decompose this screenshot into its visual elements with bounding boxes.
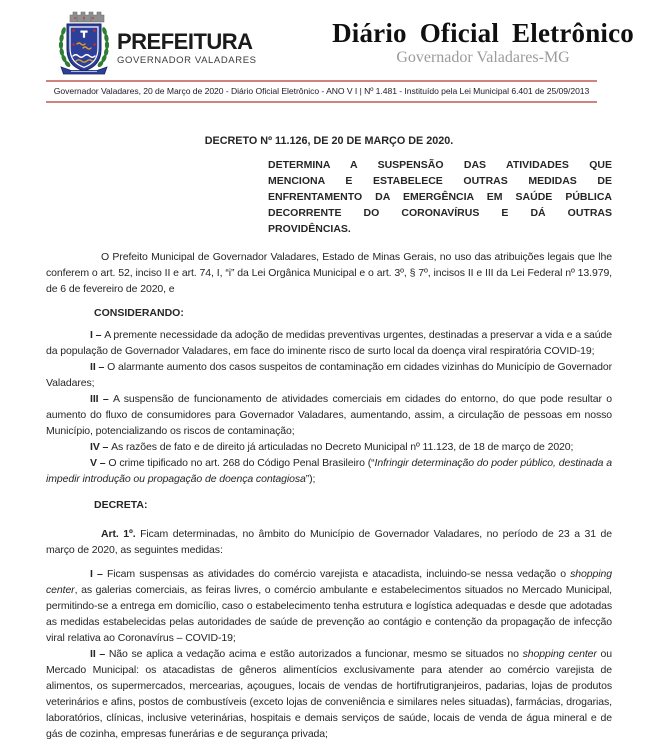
considerando-item-3 (46, 391, 612, 439)
considerando-item-1 (46, 327, 612, 359)
item-marker: V – (90, 457, 109, 469)
item-term-italic: shopping center (46, 568, 612, 596)
item-text: A premente necessidade da adoção de medidas preventivas urgentes, destinadas a preservar a vida e a saúde da população de Governador Valadares, em face do iminente risco de surto local da doença viral respiratória COVID-19; (46, 329, 612, 357)
item-text: As razões de fato e de direito já articuladas no Decreto Municipal nº 11.123, de 18 de março de 2020; (111, 441, 574, 453)
decree-document (0, 103, 646, 742)
item-text: A suspensão de funcionamento de atividades comerciais em cidades do entorno, do que pode resultar o aumento do fluxo de consumidores para Governador Valadares, aumentando, assim, a circulação de pessoas em nosso Município, potencializando os riscos de contaminação; (46, 393, 613, 437)
item-text: ou Mercado Municipal: os atacadistas de gêneros alimentícios exclusivamente para atender ao comércio varejista de alimentos, os supermercados, mercearias, açougues, locais de vendas de hortifrutigranjeiros, padarias, lojas de produtos veterinários e afins, postos de combustíveis (exceto lojas de conveniência e similares neles situadas), farmácias, drogarias, laboratórios, clínicas, inclusive veterinárias, hospitais e demais serviços de saúde, locais de venda de água mineral e de gás de cozinha, empresas funerárias e de segurança privada; (46, 648, 612, 740)
item-text: Ficam suspensas as atividades do comércio varejista e atacadista, incluindo-se nessa vedação o (106, 568, 571, 580)
brand-text (117, 28, 257, 66)
masthead-edition-line: Governador Valadares, 20 de Março de 2020 - Diário Oficial Eletrônico - ANO V I | Nº 1.481 - Instituído pela Lei Municipal 6.401 de 25/09/2013 (53, 86, 590, 96)
coat-of-arms-icon (57, 10, 111, 76)
measure-item-1 (46, 566, 612, 646)
item-marker: II – (90, 361, 108, 373)
prefeitura-wordmark: PREFEITURA (117, 28, 253, 54)
article-marker: Art. 1º. (101, 528, 136, 540)
measure-item-2 (46, 646, 612, 742)
decree-preamble: O Prefeito Municipal de Governador Valadares, Estado de Minas Gerais, no uso das atribuições legais que lhe conferem o art. 52, inciso II e art. 74, I, “i” da Lei Orgânica Municipal e o art. 3º, § 7º, incisos II e III da Lei Federal nº 13.979, de 6 de fevereiro de 2020, e (46, 251, 612, 295)
item-marker: II – (90, 648, 109, 660)
item-term-italic: shopping center (522, 648, 597, 660)
article-text: Ficam determinadas, no âmbito do Município de Governador Valadares, no período de 23 a 31 de março de 2020, as seguintes medidas: (46, 528, 612, 556)
decree-title: DECRETO Nº 11.126, DE 20 DE MARÇO DE 2020. (204, 135, 454, 147)
item-text: O alarmante aumento dos casos suspeitos de contaminação em cidades vizinhas do Município de Governador Valadares; (46, 361, 612, 389)
prefeitura-city-label: GOVERNADOR VALADARES (117, 54, 257, 66)
article-1 (46, 526, 612, 558)
considerando-heading: CONSIDERANDO: (94, 307, 184, 319)
considerando-item-2 (46, 359, 612, 391)
masthead-bar (46, 80, 597, 103)
item-marker: III – (90, 393, 114, 405)
considerando-item-5 (46, 455, 612, 487)
item-marker: I – (90, 329, 105, 341)
item-text: , as galerias comerciais, as feiras livres, o comércio ambulante e estabelecimentos situados no Mercado Municipal, permitindo-se a entrega em domicílio, caso o estabelecimento tenha estrutura e logística adequadas e desde que adotadas as medidas estabelecidas pelas autoridades de saúde de prevenção ao contágio e contenção da propagação de infecção viral relativa ao Coronavírus – COVID-19; (46, 584, 612, 644)
city-brand (57, 10, 257, 76)
gazette-header (0, 0, 646, 78)
decree-summary: DETERMINA A SUSPENSÃO DAS ATIVIDADES QUE MENCIONA E ESTABELECE OUTRAS MEDIDAS DE ENFRENTAMENTO DA EMERGÊNCIA EM SAÚDE PÚBLICA DECORRENTE DO CORONAVÍRUS E DÁ OUTRAS PROVIDÊNCIAS. (268, 159, 612, 235)
item-marker: IV – (90, 441, 112, 453)
item-text: Não se aplica a vedação acima e estão autorizados a funcionar, mesmo se situados no (108, 648, 523, 660)
gazette-title-block (332, 10, 638, 67)
item-quote-italic: Infringir determinação do poder público, destinada a impedir introdução ou propagação de doença contagiosa (46, 457, 612, 485)
item-marker: I – (90, 568, 107, 580)
gazette-title: Diário Oficial Eletrônico (332, 18, 634, 48)
gazette-subtitle: Governador Valadares-MG (396, 49, 570, 66)
item-text: ”); (305, 473, 316, 485)
item-text: O crime tipificado no art. 268 do Código Penal Brasileiro (“ (108, 457, 375, 469)
considerando-item-4 (46, 439, 612, 455)
decreta-heading: DECRETA: (94, 499, 148, 511)
